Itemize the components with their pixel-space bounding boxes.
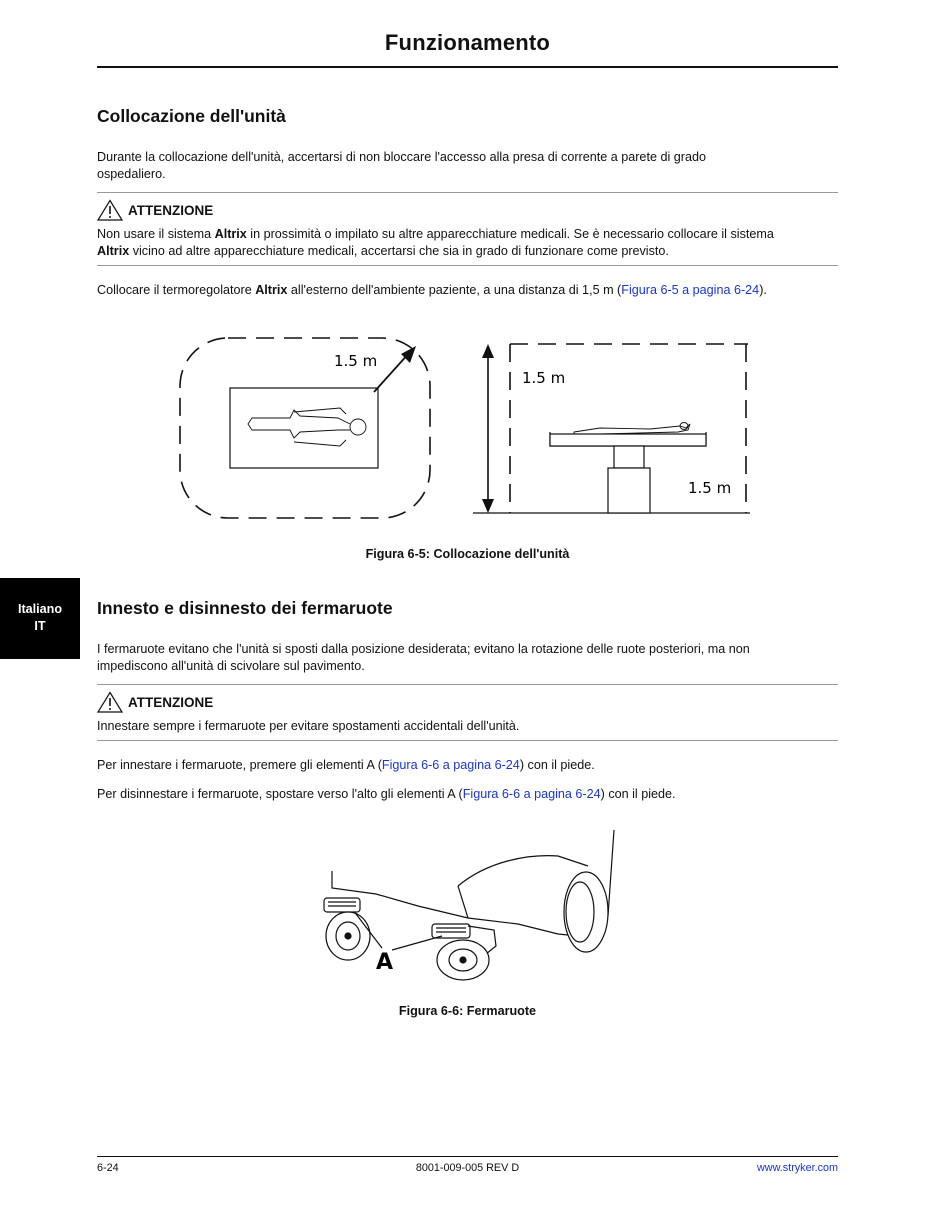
figure-6-6-caption: Figura 6-6: Fermaruote bbox=[398, 1004, 537, 1018]
warning2-text: Innestare sempre i fermaruote per evitare spostamenti accidentali dell'unità. bbox=[97, 719, 520, 733]
warning-triangle-icon bbox=[97, 691, 123, 713]
product-name: Altrix bbox=[214, 227, 247, 241]
warning-label: ATTENZIONE bbox=[128, 202, 214, 218]
engage-text-part: ) con il piede. bbox=[519, 758, 595, 772]
arrow-up-icon bbox=[482, 344, 494, 358]
product-name: Altrix bbox=[97, 244, 130, 258]
callout-line-right bbox=[392, 936, 442, 950]
language-tab-code: IT bbox=[34, 619, 46, 633]
warning2-rule-bottom bbox=[97, 740, 838, 741]
placement-intro bbox=[97, 149, 842, 183]
distance-label-top: 1.5 m bbox=[334, 352, 378, 370]
document-number: 8001-009-005 REV D bbox=[415, 1162, 520, 1174]
footer-rule bbox=[97, 1156, 838, 1157]
unit-body-curve bbox=[458, 856, 588, 886]
placement-text-part: Collocare il termoregolatore bbox=[97, 283, 256, 297]
brakes-intro-line2: impediscono all'unità di scivolare sul pavimento. bbox=[97, 659, 365, 673]
warning-rule-top bbox=[97, 192, 838, 193]
warning-text-part: vicino ad altre apparecchiature medicali, accertarsi che sia in grado di funzionare come previsto. bbox=[129, 244, 669, 258]
warning-triangle-icon bbox=[97, 199, 123, 221]
disengage-instruction bbox=[97, 786, 842, 803]
section-heading-placement: Collocazione dell'unità bbox=[97, 106, 286, 126]
title-rule bbox=[97, 66, 838, 68]
distance-label-vertical: 1.5 m bbox=[522, 369, 566, 387]
placement-text-part: all'esterno dell'ambiente paziente, a una distanza di 1,5 m ( bbox=[287, 283, 622, 297]
page-number: 6-24 bbox=[97, 1162, 119, 1174]
language-tab-name: Italiano bbox=[17, 602, 63, 616]
arrow-down-icon bbox=[482, 499, 494, 513]
product-name: Altrix bbox=[255, 283, 288, 297]
warning2-label: ATTENZIONE bbox=[128, 694, 214, 710]
brakes-intro bbox=[97, 641, 842, 675]
right-brake-pedal bbox=[432, 924, 470, 938]
warning-text-part: in prossimità o impilato su altre apparecchiature medicali. Se è necessario collocare il sistema bbox=[246, 227, 774, 241]
bed-side-view bbox=[550, 432, 706, 513]
figure-6-5-caption: Figura 6-5: Collocazione dell'unità bbox=[365, 547, 570, 561]
warning-rule-bottom bbox=[97, 265, 838, 266]
brakes-intro-line1: I fermaruote evitano che l'unità si sposti dalla posizione desiderata; evitano la rotazione delle ruote posteriori, ma non bbox=[97, 642, 750, 656]
placement-text-part: ). bbox=[759, 283, 767, 297]
warning-text-part: Non usare il sistema bbox=[97, 227, 215, 241]
callout-label: A bbox=[376, 950, 394, 975]
figure-6-6-link[interactable]: Figura 6-6 a pagina 6-24 bbox=[381, 758, 520, 772]
engage-text-part: Per innestare i fermaruote, premere gli elementi A ( bbox=[97, 758, 382, 772]
placement-figure bbox=[170, 330, 760, 530]
section-heading-brakes: Innesto e disinnesto dei fermaruote bbox=[97, 598, 393, 618]
warning-text bbox=[97, 226, 842, 260]
warning-header bbox=[97, 199, 213, 221]
left-brake-pedal bbox=[324, 898, 360, 912]
distance-label-side: 1.5 m bbox=[688, 479, 732, 497]
placement-intro-line2: ospedaliero. bbox=[97, 167, 166, 181]
disengage-text-part: Per disinnestare i fermaruote, spostare verso l'alto gli elementi A ( bbox=[97, 787, 463, 801]
bed-outline bbox=[230, 388, 378, 468]
engage-instruction bbox=[97, 757, 842, 774]
language-tab bbox=[0, 578, 80, 659]
distance-arrow bbox=[374, 352, 410, 392]
placement-instruction bbox=[97, 282, 842, 299]
brakes-figure bbox=[318, 826, 618, 986]
figure-6-5-link[interactable]: Figura 6-5 a pagina 6-24 bbox=[621, 283, 760, 297]
warning2-rule-top bbox=[97, 684, 838, 685]
warning2-header bbox=[97, 691, 213, 713]
page-title: Funzionamento bbox=[384, 30, 551, 55]
disengage-text-part: ) con il piede. bbox=[600, 787, 676, 801]
figure-6-6-link[interactable]: Figura 6-6 a pagina 6-24 bbox=[462, 787, 601, 801]
website-link[interactable]: www.stryker.com bbox=[757, 1162, 838, 1174]
placement-intro-line1: Durante la collocazione dell'unità, accertarsi di non bloccare l'accesso alla presa di corrente a parete di grado bbox=[97, 150, 706, 164]
